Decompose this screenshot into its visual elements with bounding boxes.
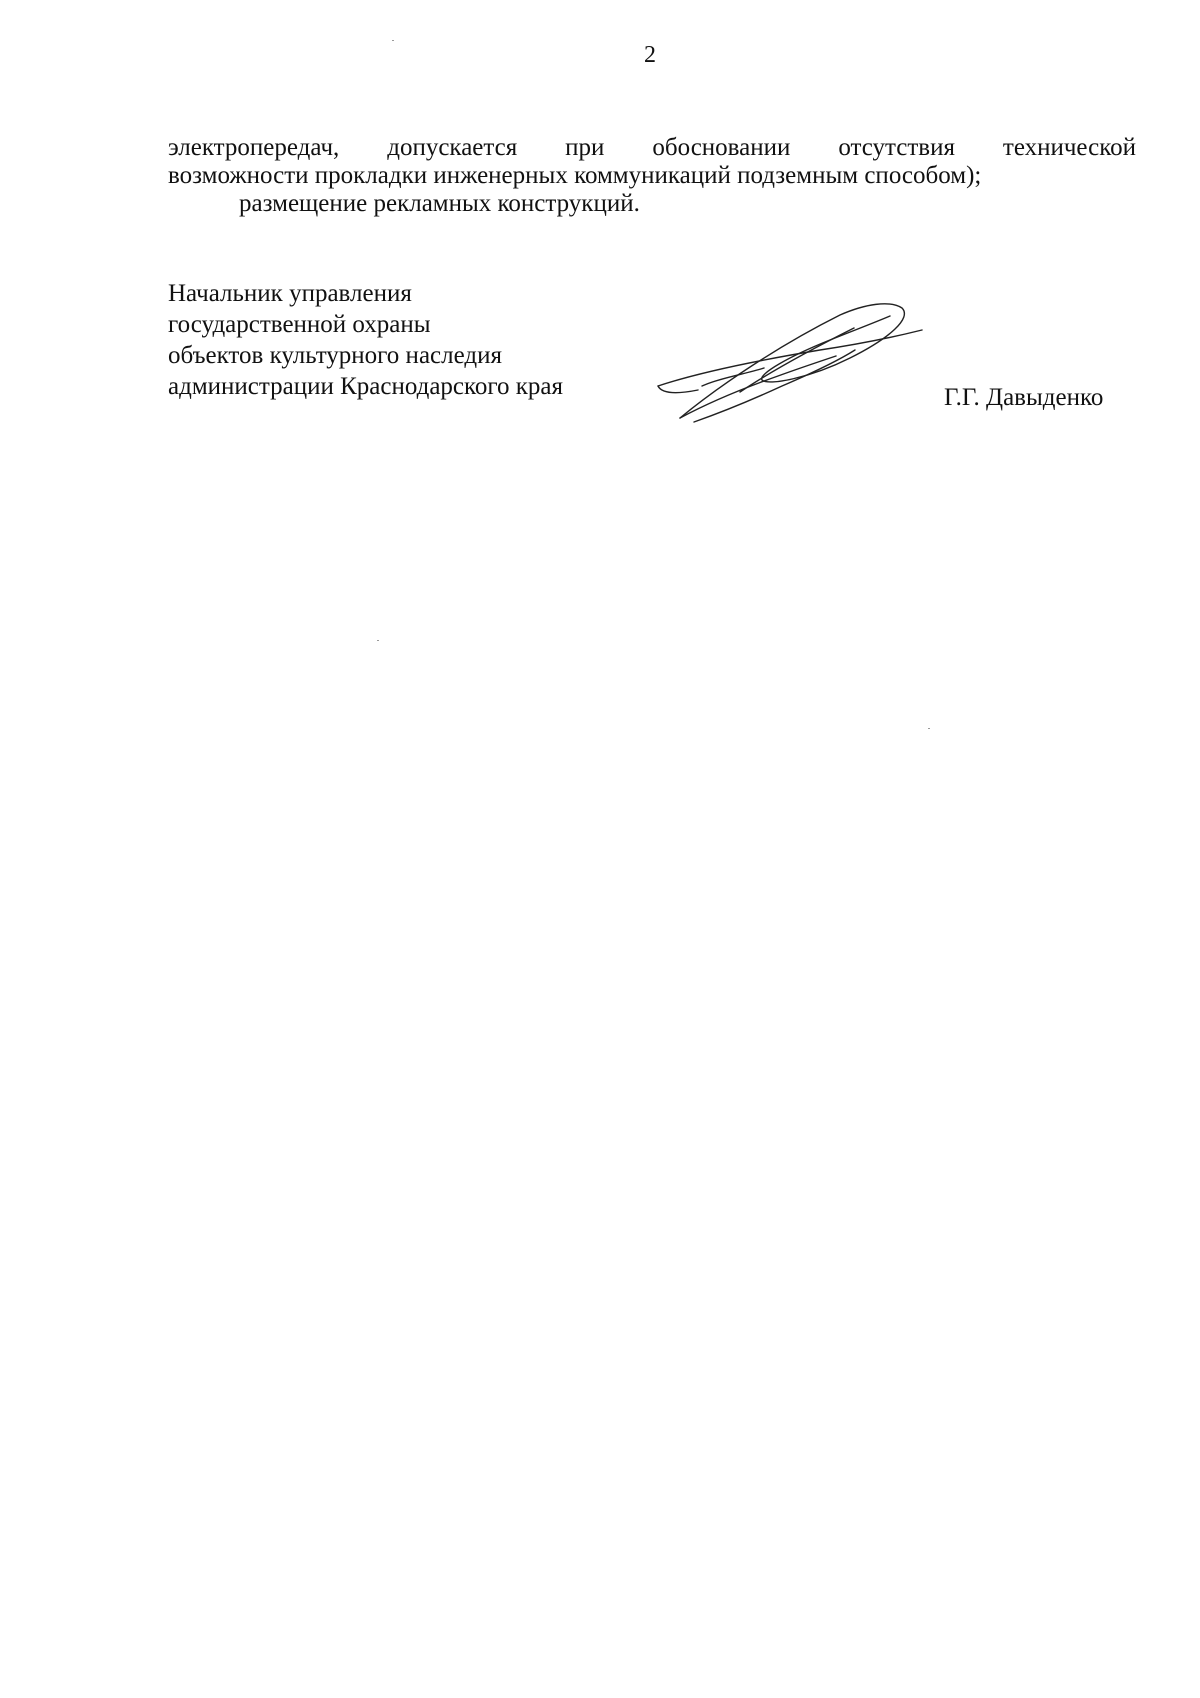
- handwritten-signature: [650, 290, 930, 430]
- position-line: государственной охраны: [168, 311, 431, 338]
- scan-speck: [392, 40, 394, 41]
- body-line: возможности прокладки инженерных коммуникаций подземным способом);: [168, 162, 982, 189]
- signer-name: Г.Г. Давыденко: [944, 384, 1104, 411]
- body-line: размещение рекламных конструкций.: [239, 190, 640, 217]
- position-line: администрации Краснодарского края: [168, 373, 564, 400]
- scan-speck: [377, 640, 379, 641]
- scan-speck: [928, 728, 930, 729]
- body-text: [168, 134, 1136, 218]
- position-line: объектов культурного наследия: [168, 342, 502, 369]
- signatory-position: [168, 278, 563, 402]
- body-line: электропередач, допускается при обосновании отсутствия технической: [168, 134, 1136, 161]
- position-line: Начальник управления: [168, 280, 412, 307]
- page-number: 2: [644, 42, 656, 68]
